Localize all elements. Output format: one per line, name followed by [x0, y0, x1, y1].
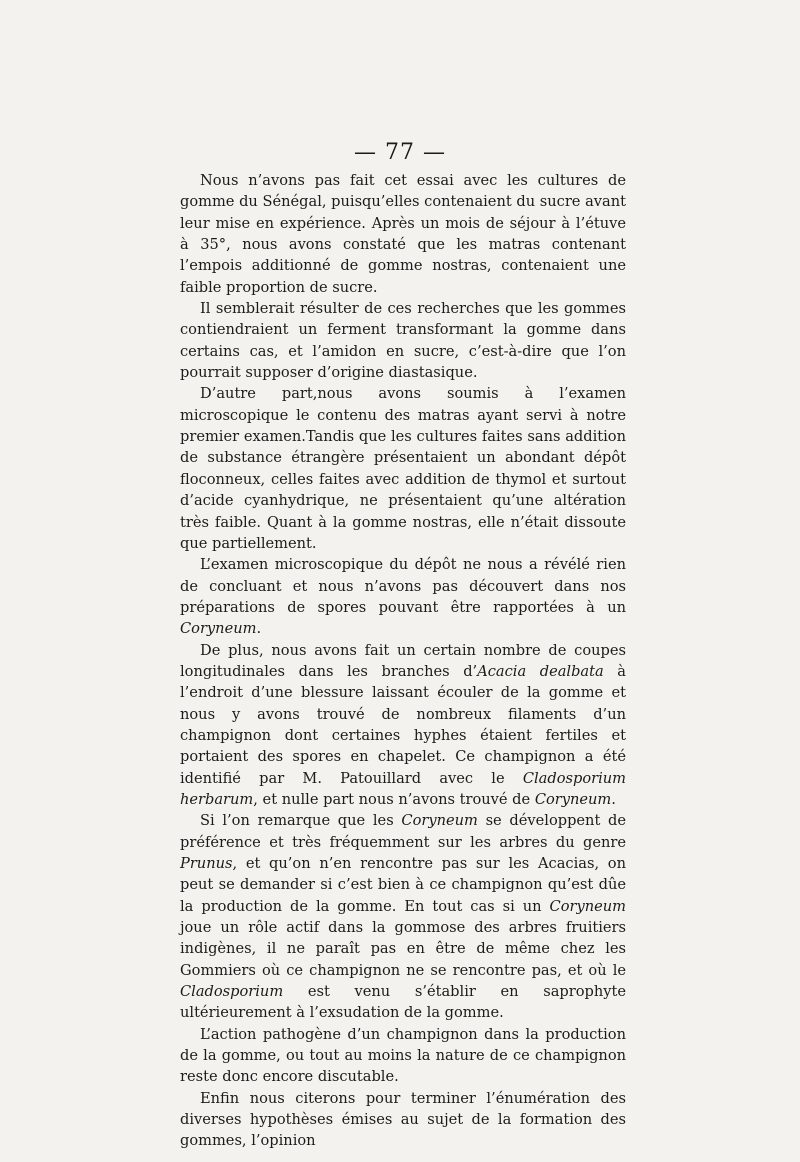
body-text — [180, 170, 626, 1152]
text-run: , et qu’on n’en rencontre pas sur les Acacias, on peut se demander si c’est bien à ce champignon qu’est dûe la production de la gomme. En tout cas si un — [180, 855, 626, 915]
paragraph — [180, 554, 626, 639]
text-run: D’autre part,nous avons soumis à l’examen microscopique le contenu des matras ayant servi à notre premier examen.Tandis que les cultures faites sans addition de substance étrangère présentaient un abondant dépôt floconneux, celles faites avec addition de thymol et surtout d’acide cyanhydrique, ne présentaient qu’une altération très faible. Quant à la gomme nostras, elle n’était dissoute que partiellement. — [180, 385, 626, 552]
page-number: — 77 — — [354, 140, 446, 165]
paragraph — [180, 383, 626, 554]
paragraph — [180, 640, 626, 811]
paragraph — [180, 1024, 626, 1088]
text-run: à l’endroit d’une blessure laissant écouler de la gomme et nous y avons trouvé de nombreux filaments d’un champignon dont certaines hyphes étaient fertiles et portaient des spores en chapelet. Ce champignon a été identifié par M. Patouillard avec le — [180, 662, 626, 787]
text-run: Il semblerait résulter de ces recherches que les gommes contiendraient un ferment transformant la gomme dans certains cas, et l’amidon en sucre, c’est-à-dire que l’on pourrait supposer d’origine diastasique. — [180, 300, 626, 382]
text-run: De plus, nous avons fait un certain nombre de coupes longitudinales dans les branches d’ — [180, 641, 626, 680]
italic-term: Coryneum — [534, 790, 612, 808]
text-run: . — [611, 790, 616, 808]
text-run: . — [256, 620, 262, 638]
text-run: Nous n’avons pas fait cet essai avec les cultures de gomme du Sénégal, puisqu’elles contenaient du sucre avant leur mise en expérience. Après un mois de séjour à l’étuve à 35°, nous avons constaté que les matras contenant l’empois additionné de gomme nostras, contenaient une faible proportion de sucre. — [180, 172, 626, 296]
text-run: Si l’on remarque que les — [200, 812, 402, 830]
italic-term: Prunus — [180, 855, 233, 872]
text-run: L’examen microscopique du dépôt ne nous a révélé rien de concluant et nous n’avons pas découvert dans nos préparations de spores pouvant être rapportées à un — [180, 556, 626, 616]
italic-term: Cladosporium herbarum — [180, 769, 626, 808]
italic-term: Acacia dealbata — [477, 662, 604, 680]
text-run: est venu s’établir en saprophyte ultérieurement à l’exsudation de la gomme. — [180, 983, 626, 1022]
italic-term: Coryneum — [180, 620, 257, 638]
text-run: , et nulle part nous n’avons trouvé de — [253, 790, 535, 808]
text-run: se développent de préférence et très fréquemment sur les arbres du genre — [180, 812, 627, 851]
text-run: Enfin nous citerons pour terminer l’énumération des diverses hypothèses émises au sujet de la formation des gommes, l’opinion — [180, 1089, 626, 1150]
paragraph — [180, 1088, 626, 1152]
italic-term: Coryneum — [549, 897, 626, 915]
paragraph — [180, 298, 626, 383]
italic-term: Coryneum — [401, 812, 478, 830]
paragraph — [180, 170, 626, 298]
paragraph — [180, 810, 626, 1023]
italic-term: Cladosporium — [180, 983, 284, 1001]
text-run: L’action pathogène d’un champignon dans la production de la gomme, ou tout au moins la nature de ce champignon reste donc encore discutable. — [180, 1025, 626, 1086]
text-run: joue un rôle actif dans la gommose des arbres fruitiers indigènes, il ne paraît pas en être de même chez les Gommiers où ce champignon ne se rencontre pas, et où le — [180, 919, 626, 979]
